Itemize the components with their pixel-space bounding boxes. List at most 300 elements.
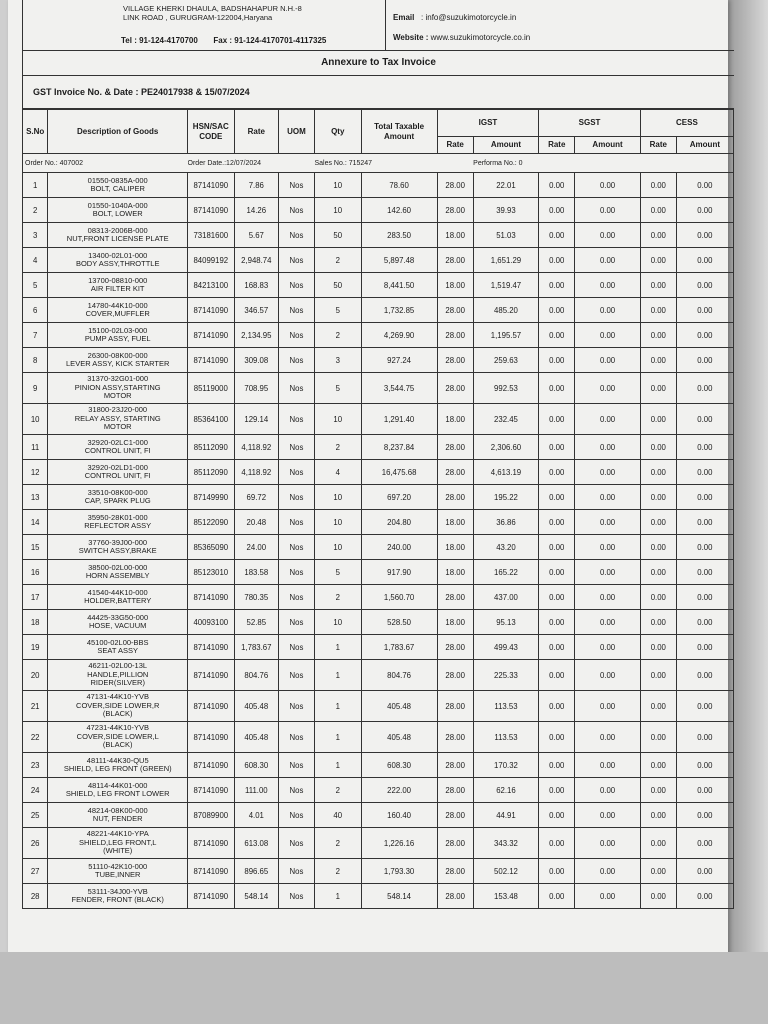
row-sno: 7 [23, 323, 48, 348]
row-igst-amount: 170.32 [473, 753, 539, 778]
row-qty: 2 [314, 859, 361, 884]
row-cess-amount: 0.00 [676, 585, 733, 610]
table-row [23, 803, 734, 828]
row-sgst-rate: 0.00 [539, 753, 575, 778]
table-row [23, 348, 734, 373]
row-cess-rate: 0.00 [640, 859, 676, 884]
row-uom: Nos [279, 323, 315, 348]
row-sgst-rate: 0.00 [539, 778, 575, 803]
row-hsn: 84099192 [188, 248, 235, 273]
row-uom: Nos [279, 560, 315, 585]
row-taxable: 142.60 [361, 198, 437, 223]
row-qty: 1 [314, 691, 361, 722]
row-taxable: 1,783.67 [361, 635, 437, 660]
row-igst-amount: 343.32 [473, 828, 539, 859]
order-info-row [23, 154, 734, 173]
row-sgst-rate: 0.00 [539, 198, 575, 223]
row-hsn: 87149990 [188, 485, 235, 510]
row-taxable: 4,269.90 [361, 323, 437, 348]
row-sgst-rate: 0.00 [539, 223, 575, 248]
row-cess-amount: 0.00 [676, 610, 733, 635]
row-cess-rate: 0.00 [640, 585, 676, 610]
table-header-row [23, 110, 734, 137]
row-sno: 16 [23, 560, 48, 585]
row-hsn: 84213100 [188, 273, 235, 298]
row-qty: 10 [314, 510, 361, 535]
row-cess-amount: 0.00 [676, 828, 733, 859]
row-igst-rate: 18.00 [437, 223, 473, 248]
row-sgst-rate: 0.00 [539, 803, 575, 828]
row-hsn: 87141090 [188, 198, 235, 223]
row-igst-amount: 1,519.47 [473, 273, 539, 298]
row-cess-amount: 0.00 [676, 373, 733, 404]
row-igst-amount: 43.20 [473, 535, 539, 560]
row-taxable: 283.50 [361, 223, 437, 248]
row-sgst-amount: 0.00 [575, 298, 641, 323]
row-hsn: 73181600 [188, 223, 235, 248]
row-cess-rate: 0.00 [640, 803, 676, 828]
row-igst-amount: 225.33 [473, 660, 539, 691]
row-rate: 183.58 [234, 560, 278, 585]
row-description: 48214-08K00-000 NUT, FENDER [48, 803, 188, 828]
row-igst-rate: 18.00 [437, 560, 473, 585]
row-qty: 10 [314, 535, 361, 560]
row-sgst-amount: 0.00 [575, 273, 641, 298]
row-cess-rate: 0.00 [640, 635, 676, 660]
row-cess-amount: 0.00 [676, 803, 733, 828]
row-hsn: 85112090 [188, 460, 235, 485]
row-rate: 548.14 [234, 884, 278, 909]
row-sgst-amount: 0.00 [575, 460, 641, 485]
row-taxable: 528.50 [361, 610, 437, 635]
row-description: 31370-32G01-000 PINION ASSY,STARTING MOTOR [48, 373, 188, 404]
row-qty: 10 [314, 404, 361, 435]
row-qty: 5 [314, 560, 361, 585]
sales-number: Sales No.: 715247 [314, 154, 473, 173]
row-uom: Nos [279, 198, 315, 223]
row-igst-rate: 28.00 [437, 691, 473, 722]
row-sno: 25 [23, 803, 48, 828]
row-rate: 129.14 [234, 404, 278, 435]
row-hsn: 87141090 [188, 298, 235, 323]
row-sgst-rate: 0.00 [539, 173, 575, 198]
col-uom: UOM [279, 110, 315, 154]
row-cess-amount: 0.00 [676, 884, 733, 909]
row-uom: Nos [279, 485, 315, 510]
row-rate: 608.30 [234, 753, 278, 778]
row-rate: 405.48 [234, 722, 278, 753]
address-line-2: LINK ROAD , GURUGRAM-122004,Haryana [123, 13, 273, 22]
tel-value: 91-124-4170700 [139, 36, 198, 45]
table-row [23, 635, 734, 660]
row-igst-rate: 28.00 [437, 435, 473, 460]
row-sgst-rate: 0.00 [539, 859, 575, 884]
row-cess-rate: 0.00 [640, 223, 676, 248]
row-sgst-rate: 0.00 [539, 460, 575, 485]
row-hsn: 85365090 [188, 535, 235, 560]
row-uom: Nos [279, 223, 315, 248]
row-rate: 613.08 [234, 828, 278, 859]
row-uom: Nos [279, 635, 315, 660]
table-row [23, 460, 734, 485]
row-description: 31800-23J20-000 RELAY ASSY, STARTING MOTOR [48, 404, 188, 435]
row-hsn: 85119000 [188, 373, 235, 404]
row-hsn: 87141090 [188, 660, 235, 691]
row-taxable: 405.48 [361, 691, 437, 722]
row-rate: 708.95 [234, 373, 278, 404]
row-description: 41540-44K10-000 HOLDER,BATTERY [48, 585, 188, 610]
row-uom: Nos [279, 273, 315, 298]
row-description: 38500-02L00-000 HORN ASSEMBLY [48, 560, 188, 585]
row-qty: 10 [314, 198, 361, 223]
col-taxable: Total Taxable Amount [361, 110, 437, 154]
row-description: 47231-44K10-YVB COVER,SIDE LOWER,L (BLACK) [48, 722, 188, 753]
invoice-document [22, 0, 734, 909]
row-cess-amount: 0.00 [676, 778, 733, 803]
row-sgst-amount: 0.00 [575, 510, 641, 535]
row-taxable: 204.80 [361, 510, 437, 535]
row-sgst-amount: 0.00 [575, 560, 641, 585]
row-description: 14780-44K10-000 COVER,MUFFLER [48, 298, 188, 323]
row-uom: Nos [279, 298, 315, 323]
row-uom: Nos [279, 435, 315, 460]
row-uom: Nos [279, 722, 315, 753]
row-igst-rate: 18.00 [437, 510, 473, 535]
row-sgst-amount: 0.00 [575, 198, 641, 223]
row-qty: 5 [314, 373, 361, 404]
row-sno: 1 [23, 173, 48, 198]
row-sno: 14 [23, 510, 48, 535]
row-igst-rate: 28.00 [437, 485, 473, 510]
table-row [23, 173, 734, 198]
table-row [23, 691, 734, 722]
row-description: 44425-33G50-000 HOSE, VACUUM [48, 610, 188, 635]
row-igst-amount: 165.22 [473, 560, 539, 585]
row-igst-rate: 18.00 [437, 273, 473, 298]
row-cess-amount: 0.00 [676, 510, 733, 535]
row-cess-rate: 0.00 [640, 753, 676, 778]
row-taxable: 1,560.70 [361, 585, 437, 610]
row-rate: 4,118.92 [234, 435, 278, 460]
table-row [23, 435, 734, 460]
row-hsn: 85122090 [188, 510, 235, 535]
items-table [22, 109, 734, 909]
row-sgst-amount: 0.00 [575, 535, 641, 560]
row-sno: 24 [23, 778, 48, 803]
row-rate: 111.00 [234, 778, 278, 803]
row-hsn: 87141090 [188, 753, 235, 778]
fax-label: Fax : [213, 36, 233, 45]
row-rate: 24.00 [234, 535, 278, 560]
row-sno: 5 [23, 273, 48, 298]
email-label: Email [393, 13, 415, 22]
tel-label: Tel : [121, 36, 137, 45]
row-rate: 4.01 [234, 803, 278, 828]
row-qty: 1 [314, 660, 361, 691]
row-rate: 4,118.92 [234, 460, 278, 485]
row-igst-rate: 28.00 [437, 828, 473, 859]
row-igst-rate: 28.00 [437, 173, 473, 198]
row-description: 13400-02L01-000 BODY ASSY,THROTTLE [48, 248, 188, 273]
row-taxable: 405.48 [361, 722, 437, 753]
row-hsn: 87141090 [188, 691, 235, 722]
row-description: 01550-1040A-000 BOLT, LOWER [48, 198, 188, 223]
row-igst-amount: 992.53 [473, 373, 539, 404]
row-rate: 780.35 [234, 585, 278, 610]
row-description: 01550-0835A-000 BOLT, CALIPER [48, 173, 188, 198]
col-igst: IGST [437, 110, 539, 137]
row-igst-amount: 502.12 [473, 859, 539, 884]
row-igst-amount: 437.00 [473, 585, 539, 610]
row-uom: Nos [279, 828, 315, 859]
row-qty: 50 [314, 223, 361, 248]
col-cess: CESS [640, 110, 733, 137]
row-cess-rate: 0.00 [640, 828, 676, 859]
col-sgst: SGST [539, 110, 641, 137]
row-taxable: 3,544.75 [361, 373, 437, 404]
row-sgst-amount: 0.00 [575, 248, 641, 273]
row-sno: 19 [23, 635, 48, 660]
row-description: 45100-02L00-BBS SEAT ASSY [48, 635, 188, 660]
row-igst-rate: 18.00 [437, 610, 473, 635]
row-qty: 2 [314, 828, 361, 859]
row-taxable: 78.60 [361, 173, 437, 198]
row-description: 37760-39J00-000 SWITCH ASSY,BRAKE [48, 535, 188, 560]
order-number: Order No.: 407002 [23, 154, 188, 173]
row-igst-amount: 113.53 [473, 691, 539, 722]
row-cess-amount: 0.00 [676, 248, 733, 273]
table-row [23, 753, 734, 778]
row-igst-rate: 28.00 [437, 585, 473, 610]
row-sgst-rate: 0.00 [539, 273, 575, 298]
row-qty: 2 [314, 585, 361, 610]
row-hsn: 85364100 [188, 404, 235, 435]
row-uom: Nos [279, 585, 315, 610]
row-taxable: 608.30 [361, 753, 437, 778]
table-row [23, 884, 734, 909]
row-sgst-amount: 0.00 [575, 859, 641, 884]
table-row [23, 859, 734, 884]
row-hsn: 87141090 [188, 323, 235, 348]
row-igst-amount: 232.45 [473, 404, 539, 435]
row-hsn: 87141090 [188, 635, 235, 660]
performa-number: Performa No.: 0 [473, 154, 733, 173]
row-uom: Nos [279, 660, 315, 691]
table-row [23, 660, 734, 691]
row-uom: Nos [279, 778, 315, 803]
row-sno: 2 [23, 198, 48, 223]
row-uom: Nos [279, 348, 315, 373]
row-qty: 40 [314, 803, 361, 828]
row-rate: 346.57 [234, 298, 278, 323]
row-cess-rate: 0.00 [640, 298, 676, 323]
row-cess-amount: 0.00 [676, 298, 733, 323]
row-description: 13700-08810-000 AIR FILTER KIT [48, 273, 188, 298]
row-sno: 20 [23, 660, 48, 691]
row-igst-amount: 62.16 [473, 778, 539, 803]
row-cess-rate: 0.00 [640, 510, 676, 535]
row-taxable: 240.00 [361, 535, 437, 560]
row-uom: Nos [279, 753, 315, 778]
row-sgst-rate: 0.00 [539, 298, 575, 323]
row-description: 33510-08K00-000 CAP, SPARK PLUG [48, 485, 188, 510]
row-uom: Nos [279, 610, 315, 635]
row-taxable: 8,441.50 [361, 273, 437, 298]
row-sgst-amount: 0.00 [575, 173, 641, 198]
col-sgst-amount: Amount [575, 137, 641, 154]
row-cess-rate: 0.00 [640, 560, 676, 585]
row-qty: 10 [314, 610, 361, 635]
row-sno: 12 [23, 460, 48, 485]
row-igst-amount: 485.20 [473, 298, 539, 323]
row-qty: 4 [314, 460, 361, 485]
row-description: 48111-44K30-QU5 SHIELD, LEG FRONT (GREEN) [48, 753, 188, 778]
row-hsn: 85123010 [188, 560, 235, 585]
row-sno: 10 [23, 404, 48, 435]
row-igst-amount: 39.93 [473, 198, 539, 223]
row-igst-rate: 28.00 [437, 460, 473, 485]
row-description: 32920-02LD1-000 CONTROL UNIT, FI [48, 460, 188, 485]
row-sgst-rate: 0.00 [539, 884, 575, 909]
row-sgst-amount: 0.00 [575, 373, 641, 404]
row-sno: 11 [23, 435, 48, 460]
row-qty: 10 [314, 173, 361, 198]
row-igst-rate: 28.00 [437, 348, 473, 373]
row-sno: 26 [23, 828, 48, 859]
row-igst-rate: 28.00 [437, 323, 473, 348]
row-igst-amount: 113.53 [473, 722, 539, 753]
email-value: : info@suzukimotorcycle.in [421, 13, 517, 22]
row-qty: 2 [314, 248, 361, 273]
row-sgst-rate: 0.00 [539, 485, 575, 510]
row-igst-rate: 28.00 [437, 859, 473, 884]
table-row [23, 610, 734, 635]
row-igst-amount: 95.13 [473, 610, 539, 635]
row-cess-rate: 0.00 [640, 273, 676, 298]
row-hsn: 87141090 [188, 884, 235, 909]
row-uom: Nos [279, 859, 315, 884]
row-sgst-rate: 0.00 [539, 560, 575, 585]
row-sgst-rate: 0.00 [539, 348, 575, 373]
row-igst-amount: 259.63 [473, 348, 539, 373]
row-sgst-amount: 0.00 [575, 585, 641, 610]
fax-value: 91-124-4170701-4117325 [234, 36, 327, 45]
row-igst-rate: 28.00 [437, 373, 473, 404]
row-sno: 28 [23, 884, 48, 909]
row-cess-rate: 0.00 [640, 691, 676, 722]
row-rate: 405.48 [234, 691, 278, 722]
row-description: 35950-28K01-000 REFLECTOR ASSY [48, 510, 188, 535]
row-sno: 15 [23, 535, 48, 560]
row-cess-rate: 0.00 [640, 884, 676, 909]
row-cess-rate: 0.00 [640, 485, 676, 510]
row-taxable: 222.00 [361, 778, 437, 803]
row-taxable: 16,475.68 [361, 460, 437, 485]
row-uom: Nos [279, 173, 315, 198]
row-cess-amount: 0.00 [676, 485, 733, 510]
table-row [23, 223, 734, 248]
row-sno: 22 [23, 722, 48, 753]
row-rate: 7.86 [234, 173, 278, 198]
row-rate: 14.26 [234, 198, 278, 223]
row-uom: Nos [279, 884, 315, 909]
row-sgst-rate: 0.00 [539, 660, 575, 691]
row-rate: 69.72 [234, 485, 278, 510]
row-qty: 3 [314, 348, 361, 373]
row-qty: 2 [314, 778, 361, 803]
row-sgst-rate: 0.00 [539, 585, 575, 610]
row-qty: 1 [314, 722, 361, 753]
row-igst-rate: 18.00 [437, 404, 473, 435]
row-qty: 10 [314, 485, 361, 510]
row-igst-rate: 18.00 [437, 535, 473, 560]
row-cess-rate: 0.00 [640, 660, 676, 691]
row-taxable: 548.14 [361, 884, 437, 909]
phone-fax-line [121, 36, 326, 45]
table-row [23, 535, 734, 560]
row-uom: Nos [279, 535, 315, 560]
row-sgst-rate: 0.00 [539, 510, 575, 535]
row-sgst-rate: 0.00 [539, 435, 575, 460]
table-row [23, 778, 734, 803]
table-row [23, 404, 734, 435]
row-taxable: 1,732.85 [361, 298, 437, 323]
row-igst-amount: 4,613.19 [473, 460, 539, 485]
row-sgst-amount: 0.00 [575, 223, 641, 248]
row-taxable: 1,291.40 [361, 404, 437, 435]
row-cess-amount: 0.00 [676, 435, 733, 460]
table-row [23, 373, 734, 404]
col-igst-rate: Rate [437, 137, 473, 154]
col-rate: Rate [234, 110, 278, 154]
row-cess-amount: 0.00 [676, 273, 733, 298]
row-igst-rate: 28.00 [437, 803, 473, 828]
row-cess-amount: 0.00 [676, 635, 733, 660]
row-igst-amount: 2,306.60 [473, 435, 539, 460]
row-sgst-amount: 0.00 [575, 778, 641, 803]
row-sgst-rate: 0.00 [539, 248, 575, 273]
address-line-1: VILLAGE KHERKI DHAULA, BADSHAHAPUR N.H.-8 [123, 4, 302, 13]
row-cess-amount: 0.00 [676, 691, 733, 722]
row-hsn: 87141090 [188, 722, 235, 753]
row-uom: Nos [279, 460, 315, 485]
row-cess-amount: 0.00 [676, 660, 733, 691]
row-cess-amount: 0.00 [676, 323, 733, 348]
row-cess-amount: 0.00 [676, 722, 733, 753]
row-igst-rate: 28.00 [437, 884, 473, 909]
table-row [23, 298, 734, 323]
row-sgst-rate: 0.00 [539, 691, 575, 722]
col-cess-rate: Rate [640, 137, 676, 154]
row-sno: 8 [23, 348, 48, 373]
row-cess-amount: 0.00 [676, 535, 733, 560]
row-sno: 27 [23, 859, 48, 884]
col-description: Description of Goods [48, 110, 188, 154]
row-cess-amount: 0.00 [676, 753, 733, 778]
row-description: 08313-2006B-000 NUT,FRONT LICENSE PLATE [48, 223, 188, 248]
company-header [22, 0, 734, 51]
row-sgst-amount: 0.00 [575, 660, 641, 691]
background-below-page [0, 952, 768, 1024]
row-igst-rate: 28.00 [437, 298, 473, 323]
row-sgst-amount: 0.00 [575, 753, 641, 778]
row-rate: 896.65 [234, 859, 278, 884]
row-rate: 20.48 [234, 510, 278, 535]
row-sno: 23 [23, 753, 48, 778]
row-hsn: 87141090 [188, 778, 235, 803]
row-description: 48221-44K10-YPA SHIELD,LEG FRONT,L (WHITE) [48, 828, 188, 859]
table-row [23, 828, 734, 859]
